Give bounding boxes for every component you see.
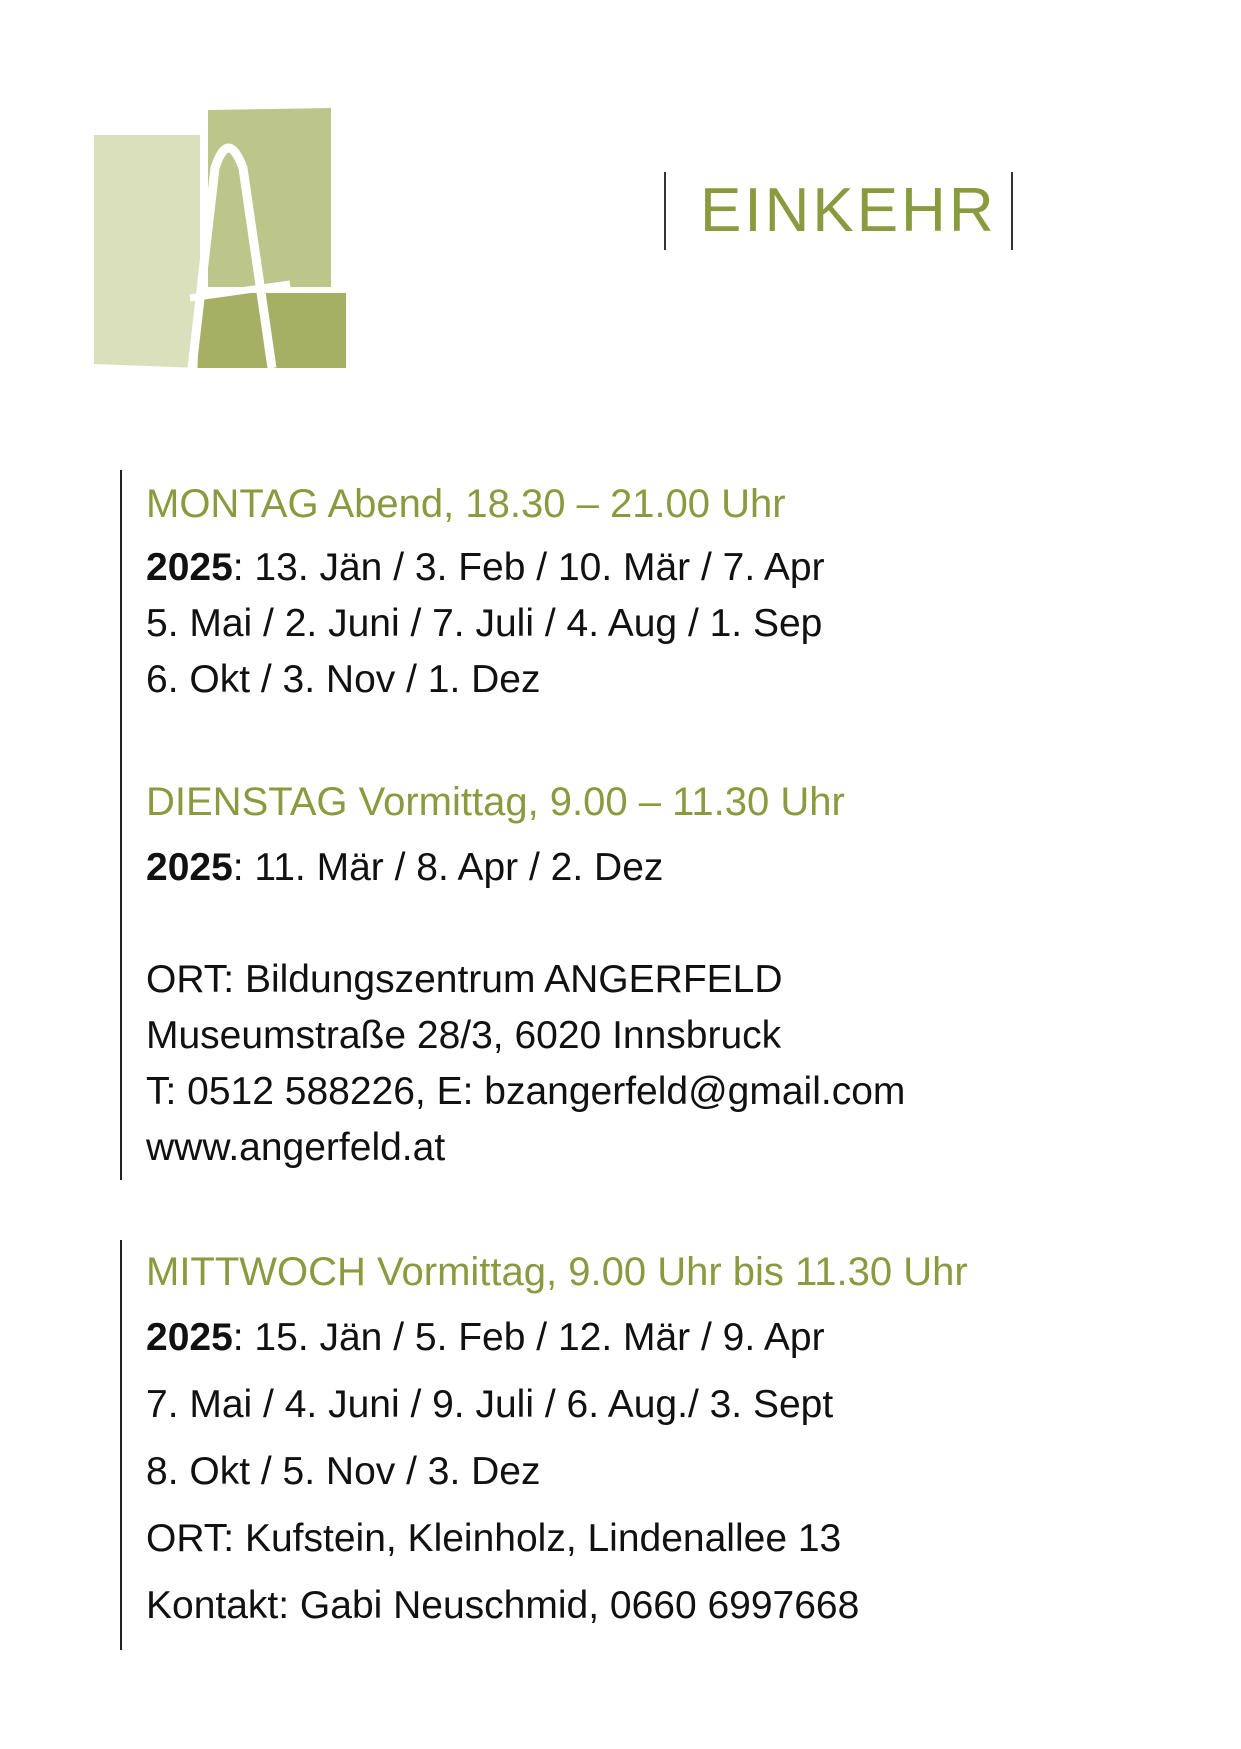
dienstag-dates-1-text: : 11. Mär / 8. Apr / 2. Dez [232,846,664,889]
mittwoch-kontakt: Kontakt: Gabi Neuschmid, 0660 6997668 [146,1584,860,1627]
mittwoch-heading: MITTWOCH Vormittag, 9.00 Uhr bis 11.30 Uhr [146,1250,968,1294]
dienstag-year: 2025 [146,846,233,889]
mittwoch-year: 2025 [146,1316,233,1359]
angerfeld-logo [94,108,348,368]
dienstag-heading: DIENSTAG Vormittag, 9.00 – 11.30 Uhr [146,780,845,824]
ort-angerfeld-line1: ORT: Bildungszentrum ANGERFELD [146,958,783,1001]
montag-dates-2: 5. Mai / 2. Juni / 7. Juli / 4. Aug / 1. Sep [146,602,823,645]
page-title: EINKEHR [700,176,997,245]
montag-dates-1 [146,548,825,587]
angerfeld-section [120,470,906,1180]
montag-heading: MONTAG Abend, 18.30 – 21.00 Uhr [146,482,786,526]
ort-angerfeld-line3: T: 0512 588226, E: bzangerfeld@gmail.com [146,1070,906,1113]
mittwoch-dates-1 [146,1318,825,1357]
kufstein-section [120,1240,968,1650]
ort-angerfeld-line2: Museumstraße 28/3, 6020 Innsbruck [146,1014,782,1057]
mittwoch-dates-3: 8. Okt / 5. Nov / 3. Dez [146,1450,541,1493]
montag-year: 2025 [146,546,233,589]
mittwoch-dates-1-text: : 15. Jän / 5. Feb / 12. Mär / 9. Apr [232,1316,825,1359]
mittwoch-dates-2: 7. Mai / 4. Juni / 9. Juli / 6. Aug./ 3. Sept [146,1383,834,1426]
title-frame [664,172,1013,250]
montag-dates-1-text: : 13. Jän / 3. Feb / 10. Mär / 7. Apr [232,546,825,589]
montag-dates-3: 6. Okt / 3. Nov / 1. Dez [146,658,541,701]
ort-angerfeld-website: www.angerfeld.at [146,1126,446,1169]
dienstag-dates-1 [146,848,663,887]
mittwoch-ort: ORT: Kufstein, Kleinholz, Lindenallee 13 [146,1517,842,1560]
